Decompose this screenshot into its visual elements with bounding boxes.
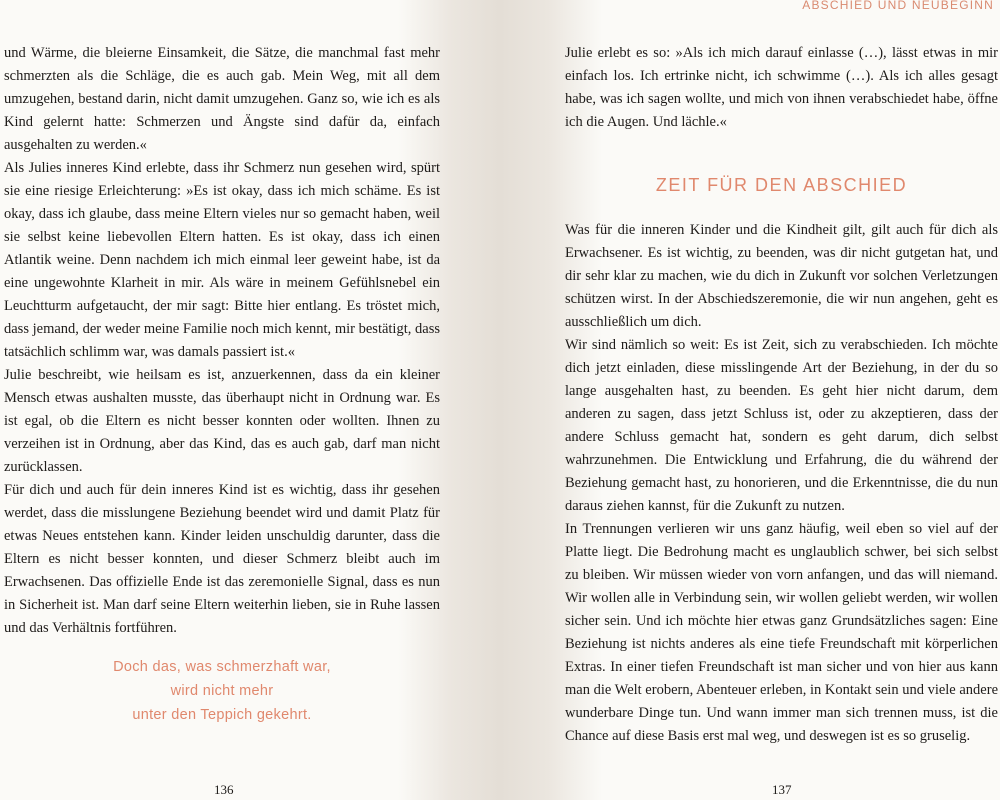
right-page-body bbox=[565, 219, 998, 748]
paragraph: In Trennungen verlieren wir uns ganz häufig, weil eben so viel auf der Platte liegt. Die Bedrohung macht es unglaublich schwer, bei sich selbst zu bleiben. Wir müssen wieder von vorn anfangen, und das will niemand. Wir wollen alle in Verbindung sein, wir wollen geliebt werden, wir wollen sicher sein. Und ich möchte hier etwas ganz Grundsätzliches sagen: Eine Beziehung ist nichts anderes als eine tiefe Freundschaft mit körperlichen Extras. In einer tiefen Freundschaft ist man sicher und von hier aus kann man die Welt erobern, Abenteuer erleben, in Kontakt sein und viele andere wunderbare Dinge tun. Und wann immer man sich trennen muss, ist die Chance auf diese Basis erst mal weg, und deswegen ist es so gruselig. bbox=[565, 521, 999, 744]
paragraph: Für dich und auch für dein inneres Kind ist es wichtig, dass ihr gesehen werdet, dass die misslungene Beziehung beendet wird und damit Platz für etwas Neues entstehen kann. Kinder leiden unschuldig darunter, dass die Eltern es nicht besser konnten, und dieser Schmerz bleibt auch im Erwachsenen. Das offizielle Ende ist das zeremonielle Signal, dass es nun in Sicherheit ist. Man darf seine Eltern weiterhin lieben, sie in Ruhe lassen und das Verhältnis fortführen. bbox=[4, 482, 440, 636]
pull-quote-line: unter den Teppich gekehrt. bbox=[132, 707, 312, 723]
right-page-intro bbox=[565, 42, 998, 134]
paragraph: Julie beschreibt, wie heilsam es ist, anzuerkennen, dass da ein kleiner Mensch etwas aushalten musste, das überhaupt nicht in Ordnung war. Es ist egal, ob die Eltern es nicht besser konnten oder wollten. Ihnen zu verzeihen ist in Ordnung, aber das Kind, das es auch gab, darf man nicht zurücklassen. bbox=[4, 367, 440, 475]
page-number-right: 137 bbox=[772, 782, 792, 797]
page-number-left: 136 bbox=[214, 782, 234, 797]
book-gutter bbox=[452, 0, 548, 800]
paragraph: Was für die inneren Kinder und die Kindheit gilt, gilt auch für dich als Erwachsener. Es ist wichtig, zu beenden, was dir nicht gutgetan hat, und dir sehr klar zu machen, wie du dich in Zukunft vor solchen Verletzungen schützen wirst. In der Abschiedszeremonie, die wir nun angehen, geht es ausschließlich um dich. bbox=[565, 222, 998, 330]
left-page-body bbox=[4, 42, 440, 640]
section-heading: ZEIT FÜR DEN ABSCHIED bbox=[655, 175, 908, 195]
pull-quote-line: Doch das, was schmerzhaft war, bbox=[113, 659, 331, 675]
paragraph: Julie erlebt es so: »Als ich mich darauf einlasse (…), lässt etwas in mir einfach los. Ich ertrinke nicht, ich schwimme (…). Als ich alles gesagt habe, was ich sagen wollte, und mich von ihnen verabschiedet habe, öffne ich die Augen. Und lächle.« bbox=[565, 45, 998, 130]
pull-quote bbox=[4, 655, 440, 727]
pull-quote-line: wird nicht mehr bbox=[170, 683, 274, 699]
paragraph: und Wärme, die bleierne Einsamkeit, die Sätze, die manchmal fast mehr schmerzten als die Schläge, die es auch gab. Mein Weg, mit all dem umzugehen, bestand darin, nicht damit umzugehen. Ganz so, wie ich es als Kind gelernt hatte: Schmerzen und Ängste sind dafür da, einfach ausgehalten zu werden.« bbox=[4, 45, 440, 153]
running-head: ABSCHIED UND NEUBEGINN bbox=[802, 0, 994, 12]
paragraph: Wir sind nämlich so weit: Es ist Zeit, sich zu verabschieden. Ich möchte dich jetzt einladen, diese misslingende Art der Beziehung, in der du so lange ausgehalten hast, zu beenden. Es geht hier nicht darum, dem anderen zu sagen, dass jetzt Schluss ist, oder zu akzeptieren, dass der andere Schluss gemacht hat, sondern es geht darum, dich selbst wahrzunehmen. Die Entwicklung und Erfahrung, die du während der Beziehung gemacht hast, zu honorieren, und die Erkenntnisse, die du nun daraus ziehen kannst, für die Zukunft zu nutzen. bbox=[565, 337, 998, 514]
paragraph: Als Julies inneres Kind erlebte, dass ihr Schmerz nun gesehen wird, spürt sie eine riesige Erleichterung: »Es ist okay, dass ich mich schäme. Es ist okay, dass ich glaube, dass meine Eltern vieles nur so gemacht haben, weil sie selbst keine liebevollen Eltern hatten. Es ist okay, dass ich einen Atlantik weine. Denn nachdem ich mich einmal leer geweint habe, ist da eine ungewohnte Klarheit in mir. Als wäre in meinem Gefühlsnebel ein Leuchtturm aufgetaucht, der mir sagt: Bitte hier entlang. Es tröstet mich, dass jemand, der weder meine Familie noch mich kennt, mir bestätigt, dass tatsächlich schlimm war, was damals passiert ist.« bbox=[4, 160, 440, 360]
